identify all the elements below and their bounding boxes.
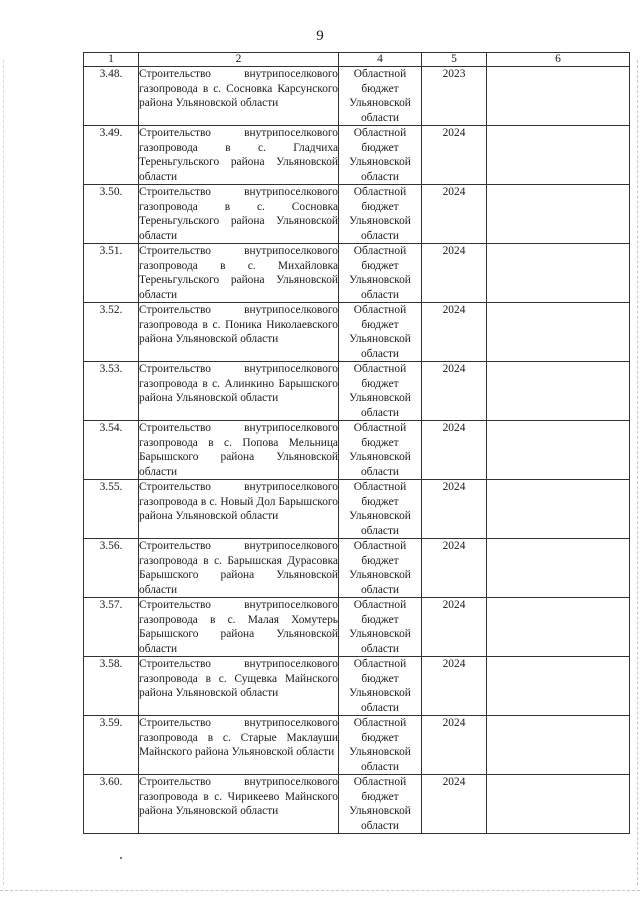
- item-number: 3.49.: [84, 126, 139, 185]
- table-body: [84, 67, 630, 834]
- program-table: [83, 52, 630, 834]
- implementation-year: 2024: [422, 598, 487, 657]
- item-note: [487, 126, 630, 185]
- funding-source: Областной бюджет Ульяновской области: [339, 126, 422, 185]
- scan-edge-bottom: [0, 890, 640, 891]
- item-note: [487, 244, 630, 303]
- page-number: 9: [316, 28, 324, 44]
- item-name: Строительство внутрипоселкового газопровода в с. Попова Мельница Барышского района Ульяновской области: [139, 422, 338, 478]
- item-name: Строительство внутрипоселкового газопровода в с. Поника Николаевского района Ульяновской области: [139, 303, 339, 362]
- item-number: 3.53.: [84, 362, 139, 421]
- item-note: [487, 303, 630, 362]
- implementation-year: 2024: [422, 480, 487, 539]
- item-name: Строительство внутрипоселкового газопровода в с. Михайловка Тереньгульского района Ульяновской области: [139, 245, 338, 301]
- funding-source: Областной бюджет Ульяновской области: [339, 185, 422, 244]
- item-number: 3.54.: [84, 421, 139, 480]
- funding-source: Областной бюджет Ульяновской области: [339, 716, 422, 775]
- item-number: 3.57.: [84, 598, 139, 657]
- implementation-year: 2024: [422, 657, 487, 716]
- funding-source: Областной бюджет Ульяновской области: [339, 303, 422, 362]
- implementation-year: 2023: [422, 67, 487, 126]
- table-row: [84, 539, 630, 598]
- implementation-year: 2024: [422, 126, 487, 185]
- implementation-year: 2024: [422, 539, 487, 598]
- funding-source: Областной бюджет Ульяновской области: [339, 539, 422, 598]
- item-name: Строительство внутрипоселкового газопровода в с. Сосновка Карсунского района Ульяновской области: [139, 67, 339, 126]
- scan-speck: [120, 857, 122, 859]
- table-row: [84, 126, 630, 185]
- table-row: [84, 362, 630, 421]
- column-header: 5: [422, 53, 487, 67]
- item-note: [487, 362, 630, 421]
- item-name: Строительство внутрипоселкового газопровода в с. Малая Хомутерь Барышского района Ульяновской области: [139, 599, 338, 655]
- table-row: [84, 480, 630, 539]
- item-name: Строительство внутрипоселкового газопровода в с. Чирикеево Майнского района Ульяновской области: [139, 775, 339, 834]
- table-row: [84, 716, 630, 775]
- item-name: Строительство внутрипоселкового газопровода в с. Гладчиха Тереньгульского района Ульяновской области: [139, 127, 338, 183]
- table-row: [84, 303, 630, 362]
- table-row: [84, 657, 630, 716]
- item-note: [487, 185, 630, 244]
- item-name: Строительство внутрипоселкового газопровода в с. Сосновка Тереньгульского района Ульяновской области: [139, 186, 338, 242]
- column-header: 2: [139, 53, 339, 67]
- table-row: [84, 421, 630, 480]
- item-name: Строительство внутрипоселкового газопровода в с. Новый Дол Барышского района Ульяновской области: [139, 480, 339, 539]
- funding-source: Областной бюджет Ульяновской области: [339, 67, 422, 126]
- table-row: [84, 67, 630, 126]
- table-row: [84, 185, 630, 244]
- funding-source: Областной бюджет Ульяновской области: [339, 598, 422, 657]
- column-number-row: [84, 53, 630, 67]
- item-note: [487, 598, 630, 657]
- item-number: 3.60.: [84, 775, 139, 834]
- item-number: 3.56.: [84, 539, 139, 598]
- item-name: Строительство внутрипоселкового газопровода в с. Сущевка Майнского района Ульяновской области: [139, 657, 339, 716]
- funding-source: Областной бюджет Ульяновской области: [339, 421, 422, 480]
- item-note: [487, 775, 630, 834]
- table-row: [84, 775, 630, 834]
- item-note: [487, 67, 630, 126]
- scan-edge-right: [637, 60, 638, 885]
- funding-source: Областной бюджет Ульяновской области: [339, 657, 422, 716]
- column-header: 1: [84, 53, 139, 67]
- item-name: Строительство внутрипоселкового газопровода в с. Алинкино Барышского района Ульяновской области: [139, 362, 339, 421]
- funding-source: Областной бюджет Ульяновской области: [339, 244, 422, 303]
- item-number: 3.55.: [84, 480, 139, 539]
- implementation-year: 2024: [422, 775, 487, 834]
- item-note: [487, 657, 630, 716]
- item-note: [487, 716, 630, 775]
- item-name: Строительство внутрипоселкового газопровода в с. Барышская Дурасовка Барышского района Ульяновской области: [139, 540, 338, 596]
- item-number: 3.48.: [84, 67, 139, 126]
- implementation-year: 2024: [422, 185, 487, 244]
- item-number: 3.59.: [84, 716, 139, 775]
- table-row: [84, 244, 630, 303]
- scan-edge-left: [3, 60, 4, 885]
- implementation-year: 2024: [422, 362, 487, 421]
- column-header: 6: [487, 53, 630, 67]
- item-note: [487, 480, 630, 539]
- funding-source: Областной бюджет Ульяновской области: [339, 362, 422, 421]
- item-number: 3.58.: [84, 657, 139, 716]
- implementation-year: 2024: [422, 303, 487, 362]
- item-number: 3.50.: [84, 185, 139, 244]
- item-number: 3.51.: [84, 244, 139, 303]
- item-note: [487, 539, 630, 598]
- funding-source: Областной бюджет Ульяновской области: [339, 480, 422, 539]
- item-note: [487, 421, 630, 480]
- funding-source: Областной бюджет Ульяновской области: [339, 775, 422, 834]
- table-row: [84, 598, 630, 657]
- item-name: Строительство внутрипоселкового газопровода в с. Старые Маклауши Майнского района Ульяновской области: [139, 716, 339, 775]
- implementation-year: 2024: [422, 716, 487, 775]
- implementation-year: 2024: [422, 244, 487, 303]
- implementation-year: 2024: [422, 421, 487, 480]
- item-number: 3.52.: [84, 303, 139, 362]
- column-header: 4: [339, 53, 422, 67]
